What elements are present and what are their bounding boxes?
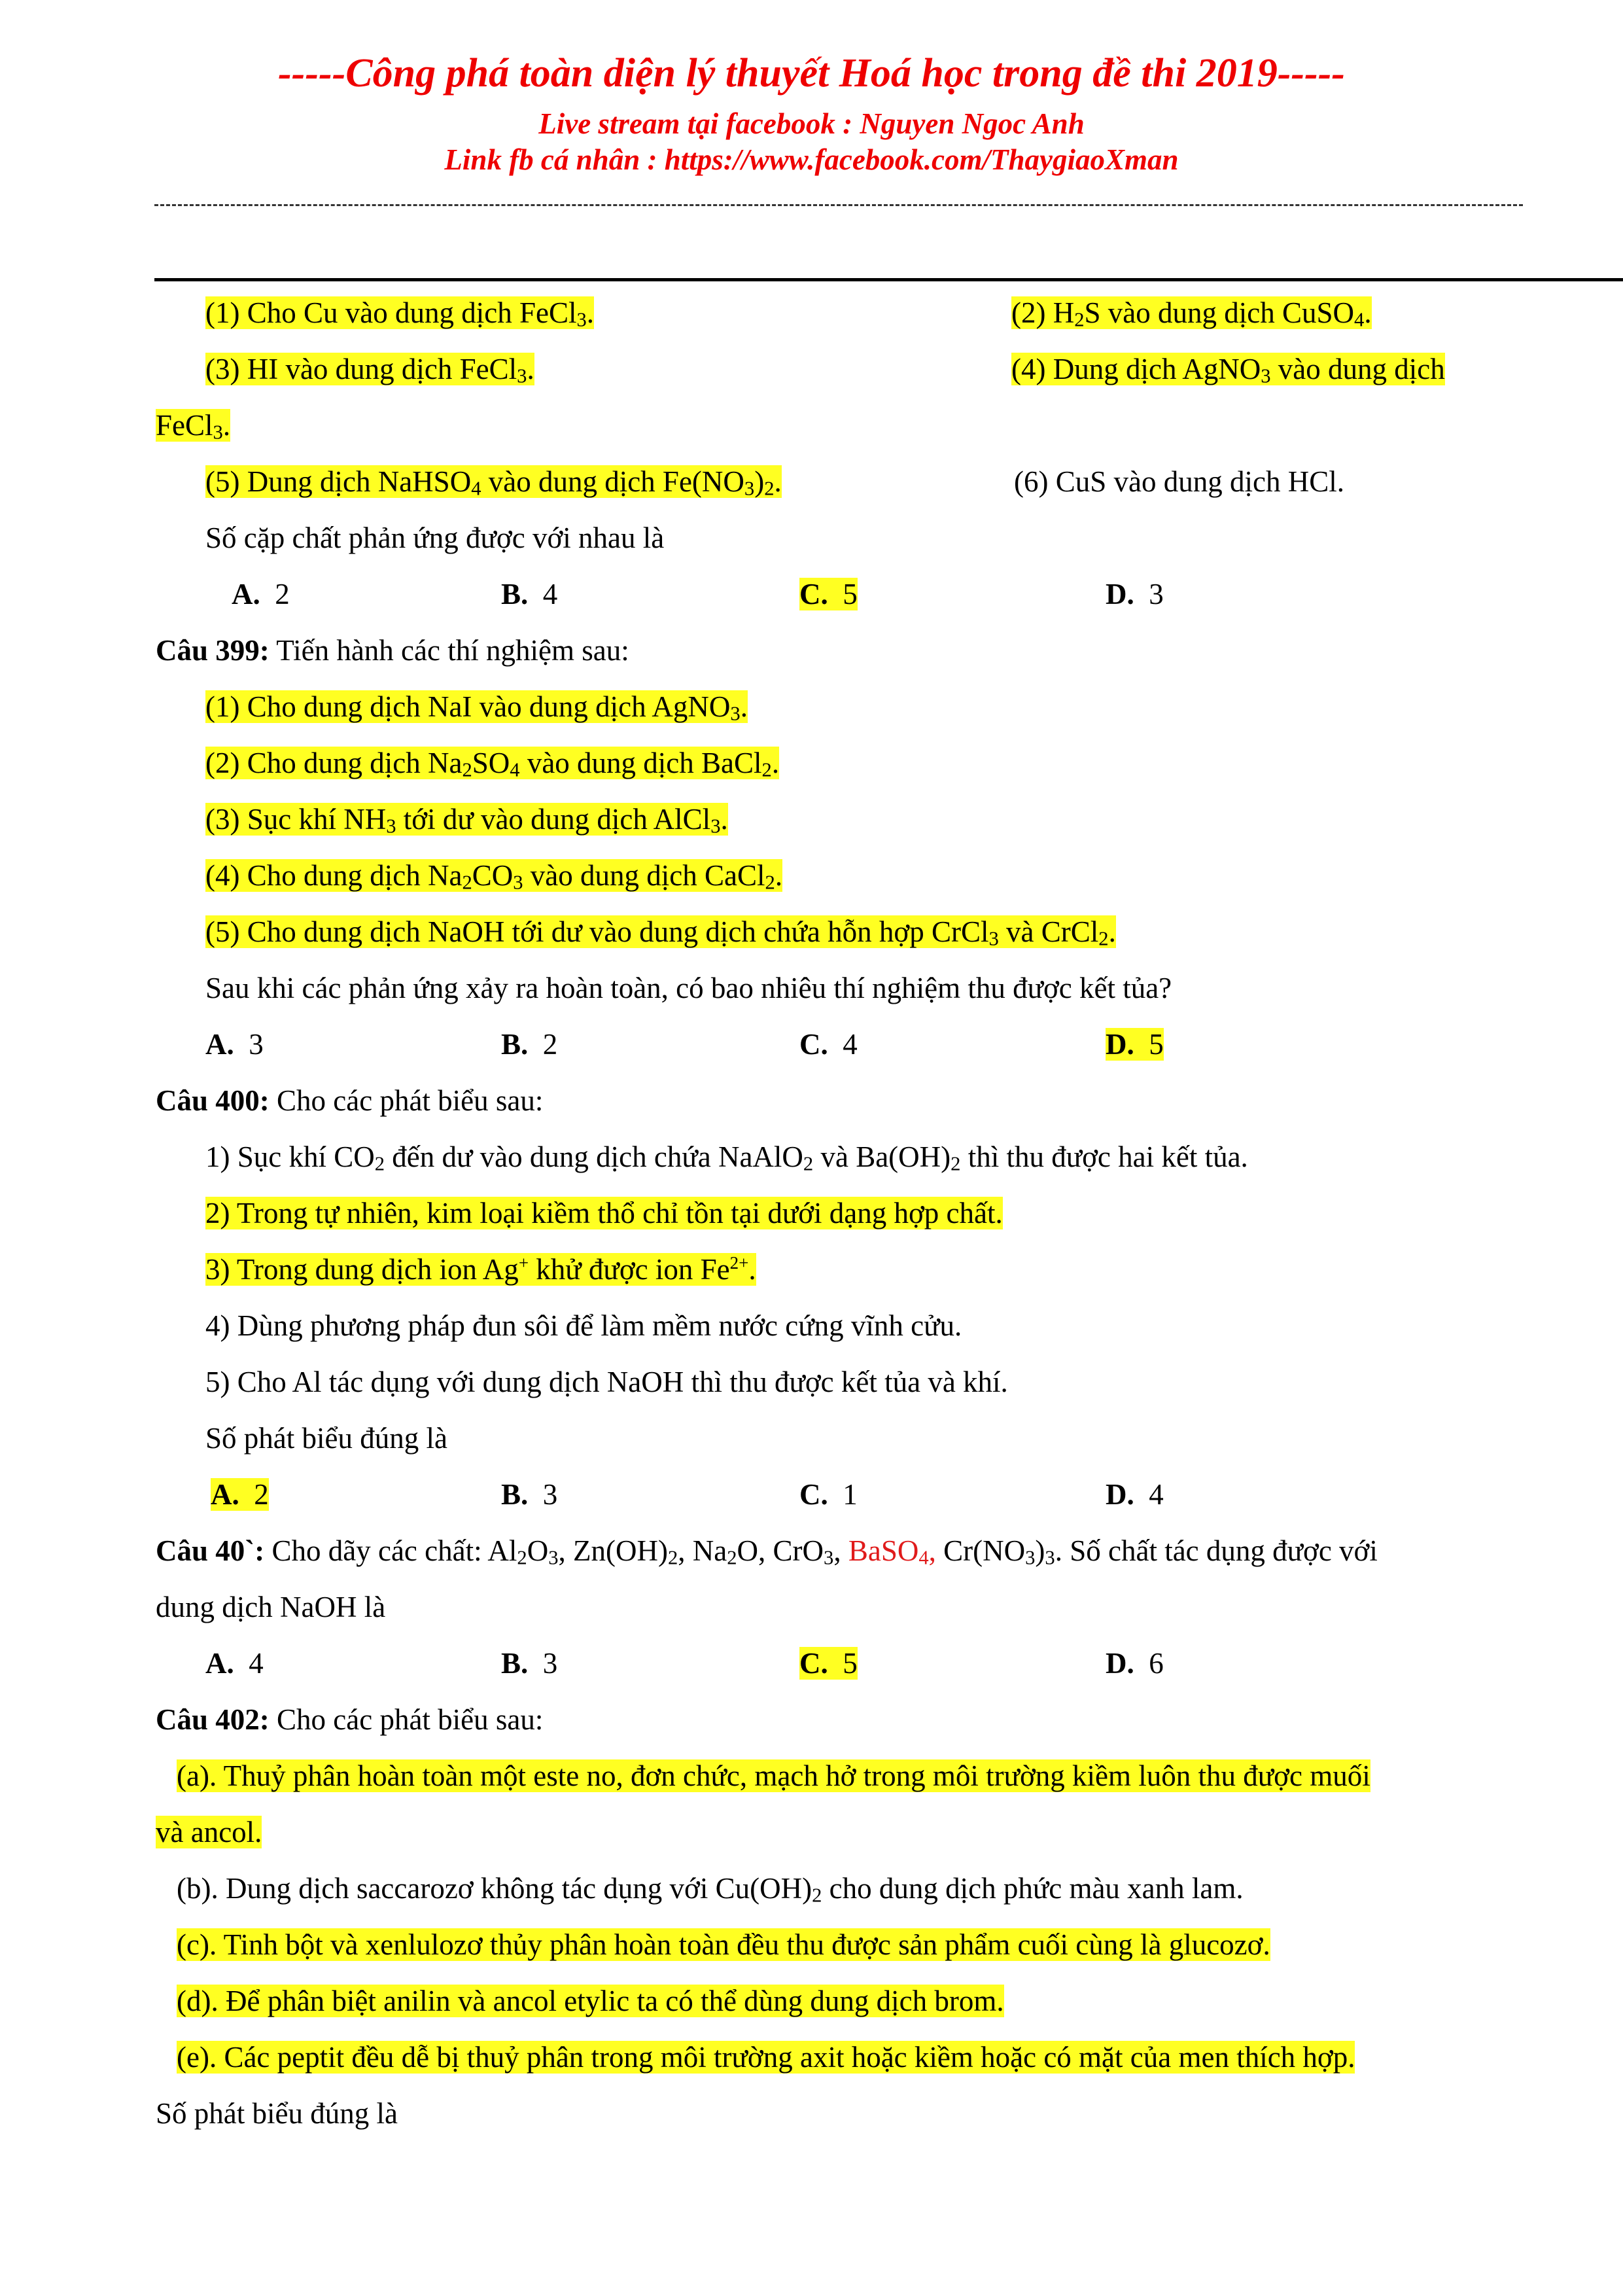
q402-question: Số phát biểu đúng là [156,2097,398,2130]
q401-stem-cont: dung dịch NaOH là [156,1591,386,1623]
q399-item-2: (2) Cho dung dịch $Na_2SO_4$ vào dung dịch BaCl$_2$. [205,747,780,781]
q399-item-4: (4) Cho dung dịch $Na_2CO_3$ vào dung dịch CaCl$_2$. [205,859,783,894]
q402-statement-a: (a). Thuỷ phân hoàn toàn một este no, đơn chức, mạch hở trong môi trường kiềm luôn thu được muối [177,1759,1370,1792]
q398-item-4: (4) Dung dịch AgNO$_3$ vào dung dịch [1011,353,1445,387]
q399-option-b[interactable]: B. 2 [501,1028,558,1061]
q401-option-b[interactable]: B. 3 [501,1647,558,1680]
q400-statement-5: 5) Cho Al tác dụng với dung dịch NaOH thì thu được kết tủa và khí. [205,1366,1008,1398]
q398-option-a[interactable]: A. 2 [232,578,290,610]
q400-option-a[interactable]: A. 2 [211,1478,269,1511]
q399-option-c[interactable]: C. 4 [799,1028,858,1061]
q399-item-3: (3) Sục khí $NH_3$ tới dư vào dung dịch AlCl$_3$. [205,803,728,838]
q399-option-a[interactable]: A. 3 [205,1028,264,1061]
header-link[interactable]: Link fb cá nhân : https://www.facebook.com/ThaygiaoXman [444,143,1179,176]
q398-item-3: (3) HI vào dung dịch FeCl$_3$. [205,353,534,387]
q401-option-a[interactable]: A. 4 [205,1647,264,1680]
q400-stem: Câu 400: Cho các phát biểu sau: [156,1084,544,1117]
q400-question: Số phát biểu đúng là [205,1422,447,1455]
header-rule [154,278,1623,281]
q398-option-c[interactable]: C. 5 [799,578,858,610]
q398-question: Số cặp chất phản ứng được với nhau là [205,521,665,554]
q398-item-1: (1) Cho Cu vào dung dịch FeCl$_3$. [205,296,595,331]
q399-item-5: (5) Cho dung dịch NaOH tới dư vào dung dịch chứa hỗn hợp CrCl$_3$ và CrCl$_2$. [205,915,1116,950]
q400-statement-1: 1) Sục khí $CO_2$ đến dư vào dung dịch chứa NaAlO$_2$ và $Ba(OH)_2$ thì thu được hai kết tủa. [205,1140,1248,1175]
q400-statement-3: 3) Trong dung dịch ion Ag+ khử được ion $Fe^{2+}$. [205,1252,756,1286]
q400-option-b[interactable]: B. 3 [501,1478,558,1511]
q402-statement-b: (b). Dung dịch saccarozơ không tác dụng với $Cu(OH)_2$ cho dung dịch phức màu xanh lam. [177,1872,1244,1907]
q398-item-2: (2) $H_2S$ vào dung dịch CuSO$_4$. [1011,296,1372,331]
q398-item-5: (5) Dung dịch NaHSO$_4$ vào dung dịch $Fe(NO_3)_2$. [205,465,782,500]
q402-statement-c: (c). Tinh bột và xenlulozơ thủy phân hoàn toàn đều thu được sản phẩm cuối cùng là glucozơ. [177,1928,1270,1961]
q402-statement-d: (d). Để phân biệt anilin và ancol etylic ta có thể dùng dung dịch brom. [177,1985,1004,2017]
q400-option-c[interactable]: C. 1 [799,1478,858,1511]
q398-item-4-cont: FeCl$_3$. [156,409,231,444]
header-title: -----Công phá toàn diện lý thuyết Hoá học trong đề thi 2019----- [278,51,1345,96]
q401-option-c[interactable]: C. 5 [799,1647,858,1680]
q401-option-d[interactable]: D. 6 [1106,1647,1164,1680]
q402-statement-e: (e). Các peptit đều dễ bị thuỷ phân trong môi trường axit hoặc kiềm hoặc có mặt của men thích hợp. [177,2041,1355,2074]
q399-stem: Câu 399: Tiến hành các thí nghiệm sau: [156,634,629,667]
q399-option-d[interactable]: D. 5 [1106,1028,1164,1061]
q400-statement-4: 4) Dùng phương pháp đun sôi để làm mềm nước cứng vĩnh cửu. [205,1309,962,1342]
q398-option-d[interactable]: D. 3 [1106,578,1164,610]
q399-item-1: (1) Cho dung dịch NaI vào dung dịch AgNO$_3$. [205,690,748,725]
q398-item-6: (6) CuS vào dung dịch HCl. [1014,465,1344,498]
q400-option-d[interactable]: D. 4 [1106,1478,1164,1511]
q400-statement-2: 2) Trong tự nhiên, kim loại kiềm thổ chỉ tồn tại dưới dạng hợp chất. [205,1197,1003,1229]
q402-statement-a-cont: và ancol. [156,1816,262,1848]
q399-question: Sau khi các phản ứng xảy ra hoàn toàn, có bao nhiêu thí nghiệm thu được kết tủa? [205,972,1172,1004]
dashed-divider [154,204,1523,206]
header-livestream: Live stream tại facebook : Nguyen Ngoc Anh [538,107,1085,140]
q401-stem: Câu 40`: Cho dãy các chất: $Al_2O_3$, $Zn(OH)_2$, $Na_2O$, CrO$_3$, BaSO$_4$, $Cr(NO_3)_3$. Số chất tác dụng được với [156,1534,1378,1569]
q402-stem: Câu 402: Cho các phát biểu sau: [156,1703,544,1736]
q398-option-b[interactable]: B. 4 [501,578,558,610]
